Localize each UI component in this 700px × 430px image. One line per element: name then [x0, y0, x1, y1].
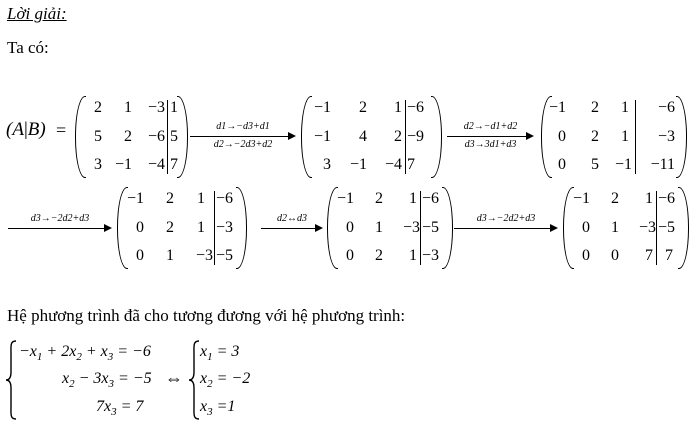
- augmented-matrix-label: [6, 119, 46, 141]
- matrix-cell: 2: [124, 128, 132, 145]
- equivalence-arrow: ⇔: [165, 368, 183, 388]
- matrix-cell: −1: [114, 156, 132, 173]
- subscript: 1: [36, 351, 43, 364]
- left-brace-icon: [5, 340, 17, 420]
- matrix-cell: −5: [422, 219, 440, 236]
- matrix-cell: 2: [611, 190, 619, 207]
- label-bar: |: [23, 119, 28, 140]
- row-op-label: d3→3d1+d3: [464, 139, 517, 150]
- row-op-label: d2→−2d3+d2: [213, 139, 273, 150]
- matrix-cell: 0: [582, 219, 590, 236]
- solution-heading: Lời giải:: [7, 4, 67, 23]
- row-op-label: d2↔d3: [277, 213, 307, 224]
- matrix-5: [327, 187, 453, 269]
- augment-divider: [405, 100, 406, 174]
- matrix-cell: −1: [313, 128, 331, 145]
- rhs: = −2: [212, 370, 251, 387]
- matrix-cell: 5: [591, 156, 599, 173]
- matrix-cell: −1: [614, 156, 632, 173]
- matrix-cell: 7: [645, 247, 653, 264]
- rhs: = 3: [212, 343, 240, 360]
- system-left-eq1: [19, 343, 151, 363]
- subscript: 2: [207, 378, 213, 391]
- matrix-cell: −1: [349, 156, 367, 173]
- matrix-cell: 1: [621, 128, 629, 145]
- equals-sign: =: [56, 120, 67, 140]
- system-left-eq2: [62, 370, 152, 390]
- label-close-paren: ): [39, 119, 46, 140]
- augment-divider: [420, 191, 421, 265]
- right-system-brace-icon: [188, 340, 200, 420]
- matrix-cell: −3: [216, 219, 234, 236]
- matrix-cell: 2: [375, 190, 383, 207]
- subscript: 2: [69, 378, 75, 391]
- paren-right: [236, 187, 247, 269]
- matrix-cell: 0: [582, 247, 590, 264]
- row-op-arrow: [190, 136, 296, 138]
- matrix-cell: −3: [422, 247, 440, 264]
- matrix-cell: 1: [124, 99, 132, 116]
- matrix-6: [563, 187, 689, 269]
- intro-text: Ta có:: [7, 38, 49, 57]
- term: − 3x: [74, 370, 109, 387]
- row-op-arrow: [454, 228, 558, 230]
- matrix-cell: 0: [558, 128, 566, 145]
- matrix-cell: −1: [572, 190, 590, 207]
- matrix-3: [541, 96, 687, 178]
- subscript: 3: [107, 351, 114, 364]
- matrix-cell: −3: [402, 219, 420, 236]
- matrix-cell: 4: [359, 128, 367, 145]
- system-right-eq2: [200, 370, 250, 390]
- matrix-cell: 1: [170, 99, 178, 116]
- paren-right: [676, 96, 687, 178]
- matrix-cell: 5: [94, 128, 102, 145]
- row-op-arrow: [447, 136, 534, 138]
- matrix-cell: −1: [548, 99, 566, 116]
- system-right-eq3: [200, 398, 235, 418]
- matrix-cell: −6: [216, 190, 234, 207]
- term: + x: [81, 343, 108, 360]
- row-op-label: d3→−2d2+d3: [476, 213, 536, 224]
- augment-divider: [167, 100, 168, 174]
- term: x: [200, 343, 208, 360]
- matrix-cell: 0: [558, 156, 566, 173]
- term: x: [200, 398, 208, 415]
- matrix-4: [117, 187, 247, 269]
- matrix-cell: 0: [136, 219, 144, 236]
- row-op-arrow: [8, 228, 112, 230]
- matrix-cell: 1: [621, 99, 629, 116]
- paren-right: [678, 187, 689, 269]
- subscript: 3: [111, 406, 117, 419]
- rhs: =1: [212, 398, 236, 415]
- matrix-cell: −4: [147, 156, 165, 173]
- matrix-cell: 1: [409, 190, 417, 207]
- rhs: = −6: [113, 343, 151, 360]
- subscript: 3: [108, 378, 115, 391]
- term: x: [200, 370, 208, 387]
- matrix-cell: 7: [665, 247, 673, 264]
- row-op-label: d2→−d1+d2: [463, 121, 518, 132]
- matrix-2: [301, 96, 442, 178]
- label-b: B: [27, 119, 40, 140]
- paren-right: [442, 187, 453, 269]
- rhs: = 7: [116, 398, 144, 415]
- matrix-cell: −4: [384, 156, 402, 173]
- matrix-cell: −9: [407, 128, 425, 145]
- matrix-cell: 2: [591, 128, 599, 145]
- matrix-cell: −6: [657, 99, 675, 116]
- matrix-cell: 0: [346, 247, 354, 264]
- matrix-cell: 0: [611, 247, 619, 264]
- paren-left: [301, 96, 312, 178]
- matrix-cell: 7: [407, 156, 415, 173]
- system-left-eq3: [96, 398, 143, 418]
- matrix-cell: −3: [195, 247, 213, 264]
- matrix-cell: −1: [313, 99, 331, 116]
- matrix-cell: 0: [346, 219, 354, 236]
- matrix-cell: 1: [611, 219, 619, 236]
- equivalence-sentence: Hệ phương trình đã cho tương đương với hệ phương trình:: [7, 306, 406, 325]
- matrix-cell: 3: [94, 156, 102, 173]
- matrix-cell: −1: [336, 190, 354, 207]
- paren-right: [177, 96, 188, 178]
- augment-divider: [214, 191, 215, 265]
- matrix-cell: −5: [658, 219, 676, 236]
- matrix-cell: −6: [147, 128, 165, 145]
- matrix-cell: 5: [170, 128, 178, 145]
- matrix-cell: 2: [166, 190, 174, 207]
- matrix-cell: −3: [638, 219, 656, 236]
- matrix-cell: 1: [375, 219, 383, 236]
- subscript: 1: [207, 351, 213, 364]
- matrix-cell: 1: [409, 247, 417, 264]
- matrix-cell: 2: [166, 219, 174, 236]
- term: 7x: [96, 398, 112, 415]
- paren-right: [431, 96, 442, 178]
- augment-divider: [656, 191, 657, 265]
- matrix-cell: 1: [645, 190, 653, 207]
- system-right-eq1: [200, 343, 239, 363]
- matrix-cell: 0: [136, 247, 144, 264]
- matrix-cell: 1: [197, 219, 205, 236]
- matrix-cell: −3: [657, 128, 675, 145]
- row-op-label: d3→−2d2+d3: [30, 213, 90, 224]
- matrix-cell: 1: [197, 190, 205, 207]
- matrix-cell: −6: [658, 190, 676, 207]
- matrix-cell: −6: [422, 190, 440, 207]
- matrix-cell: 7: [170, 156, 178, 173]
- term: + 2x: [42, 343, 77, 360]
- matrix-cell: 2: [375, 247, 383, 264]
- matrix-cell: 2: [94, 99, 102, 116]
- subscript: 3: [207, 406, 213, 419]
- matrix-cell: −3: [147, 99, 165, 116]
- term: x: [62, 370, 70, 387]
- label-open-paren: (: [6, 119, 13, 140]
- matrix-cell: 2: [394, 128, 402, 145]
- matrix-cell: 1: [166, 247, 174, 264]
- row-op-label: d1→−d3+d1: [216, 121, 270, 132]
- matrix-cell: −5: [216, 247, 234, 264]
- matrix-cell: −11: [650, 156, 675, 173]
- rhs: = −5: [114, 370, 152, 387]
- row-op-arrow: [261, 228, 323, 230]
- augment-divider: [635, 100, 636, 174]
- label-a: A: [12, 119, 24, 140]
- subscript: 2: [76, 351, 82, 364]
- matrix-1: [75, 96, 188, 178]
- matrix-cell: 2: [591, 99, 599, 116]
- paren-left: [75, 96, 86, 178]
- matrix-cell: −6: [407, 99, 425, 116]
- matrix-cell: 2: [359, 99, 367, 116]
- matrix-cell: 1: [394, 99, 402, 116]
- matrix-cell: −1: [126, 190, 144, 207]
- matrix-cell: 3: [323, 156, 331, 173]
- term: −x: [19, 343, 37, 360]
